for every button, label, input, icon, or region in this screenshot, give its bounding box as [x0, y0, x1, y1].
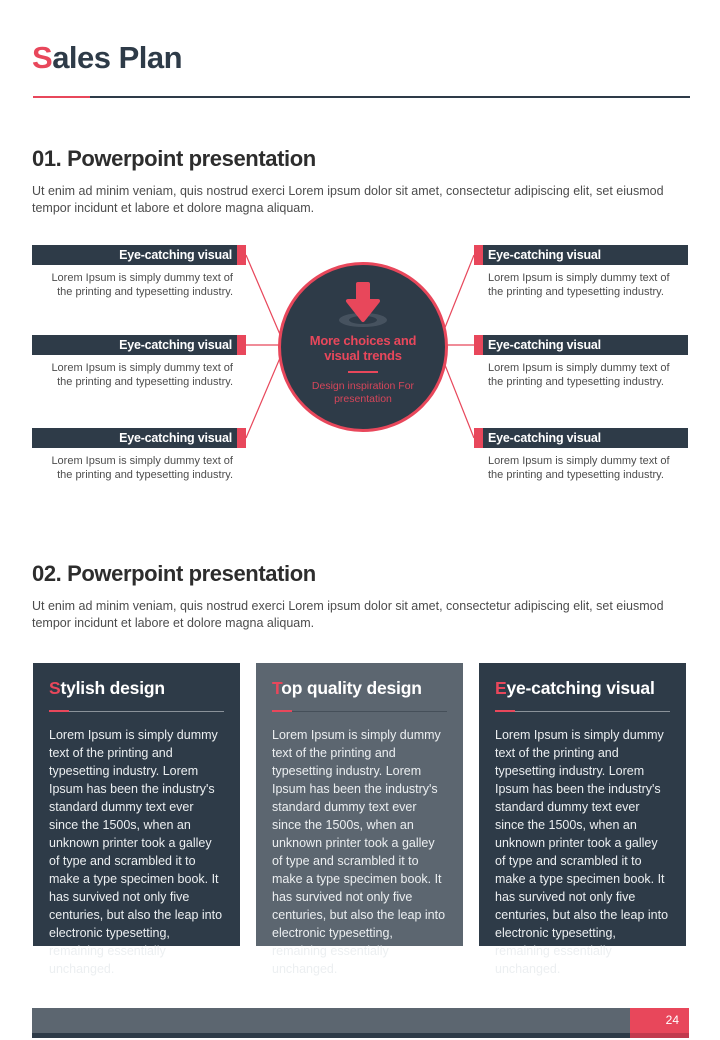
- diagram-item-label: Eye-catching visual: [488, 338, 601, 352]
- footer-bar-shadow: [32, 1033, 689, 1038]
- diagram-item-description: Lorem Ipsum is simply dummy text of the printing and typesetting industry.: [51, 455, 233, 481]
- card-title: [495, 678, 670, 699]
- diagram-item-label: Eye-catching visual: [119, 248, 232, 262]
- card-body: Lorem Ipsum is simply dummy text of the printing and typesetting industry. Lorem Ipsum has been the industry's standard dummy text ever since the 1500s, when an unknown printer took a galley of type and scrambled it to make a type specimen book. It has survived not only five centuries, but also the leap into electronic typesetting, remaining essentially unchanged.: [495, 728, 669, 976]
- section-1-heading: 01. Powerpoint presentation: [32, 146, 316, 171]
- diagram-item-bar: [474, 335, 688, 355]
- footer-bar-shadow-red: [630, 1033, 689, 1038]
- card-divider: [272, 710, 447, 712]
- card-stylish-design: [33, 663, 240, 976]
- diagram-item-right-bottom: [474, 428, 688, 482]
- diagram-center-circle: [278, 262, 448, 432]
- red-square-marker: [474, 335, 483, 355]
- card-title: [272, 678, 447, 699]
- card-top-quality-design: [256, 663, 463, 976]
- section-1-paragraph: Ut enim ad minim veniam, quis nostrud exerci Lorem ipsum dolor sit amet, consectetur adipiscing elit, set eiusmod tempor incidunt et labore et dolore magna aliquam.: [32, 184, 664, 215]
- diagram-item-bar: [474, 428, 688, 448]
- card-divider: [495, 710, 670, 712]
- circle-title: More choices and visual trends: [309, 333, 417, 363]
- diagram-item-bar: [474, 245, 688, 265]
- diagram-item-label: Eye-catching visual: [119, 338, 232, 352]
- card-title-rest: op quality design: [281, 678, 422, 698]
- diagram-item-bar: [32, 428, 246, 448]
- diagram-item-description: Lorem Ipsum is simply dummy text of the printing and typesetting industry.: [488, 455, 670, 481]
- card-body: Lorem Ipsum is simply dummy text of the printing and typesetting industry. Lorem Ipsum has been the industry's standard dummy text ever since the 1500s, when an unknown printer took a galley of type and scrambled it to make a type specimen book. It has survived not only five centuries, but also the leap into electronic typesetting, remaining essentially unchanged.: [272, 728, 446, 976]
- card-title-accent-letter: T: [272, 678, 282, 698]
- diagram-item-description: Lorem Ipsum is simply dummy text of the printing and typesetting industry.: [51, 272, 233, 298]
- diagram-item-description: Lorem Ipsum is simply dummy text of the printing and typesetting industry.: [488, 362, 670, 388]
- page-title: [32, 40, 182, 76]
- card-title-accent-letter: E: [495, 678, 507, 698]
- diagram-item-bar: [32, 245, 246, 265]
- diagram-item-right-top: [474, 245, 688, 299]
- card-body: Lorem Ipsum is simply dummy text of the printing and typesetting industry. Lorem Ipsum has been the industry's standard dummy text ever since the 1500s, when an unknown printer took a galley of type and scrambled it to make a type specimen book. It has survived not only five centuries, but also the leap into electronic typesetting, remaining essentially unchanged.: [49, 728, 223, 976]
- card-title-rest: ye-catching visual: [506, 678, 655, 698]
- diagram-item-description: Lorem Ipsum is simply dummy text of the printing and typesetting industry.: [51, 362, 233, 388]
- card-title-accent-letter: S: [49, 678, 61, 698]
- title-underline: [90, 96, 690, 98]
- page-title-accent-letter: S: [32, 40, 53, 75]
- diagram-item-left-middle: [32, 335, 246, 389]
- red-square-marker: [474, 245, 483, 265]
- card-title-rest: tylish design: [60, 678, 165, 698]
- red-square-marker: [237, 335, 246, 355]
- circle-subtitle: Design inspiration For presentation: [311, 380, 415, 405]
- diagram-item-description: Lorem Ipsum is simply dummy text of the printing and typesetting industry.: [488, 272, 670, 298]
- diagram-item-label: Eye-catching visual: [488, 248, 601, 262]
- card-divider: [49, 710, 224, 712]
- section-2-paragraph: Ut enim ad minim veniam, quis nostrud exerci Lorem ipsum dolor sit amet, consectetur adipiscing elit, set eiusmod tempor incidunt et labore et dolore magna aliquam.: [32, 599, 664, 630]
- page-number-badge: 24: [630, 1008, 689, 1033]
- diagram-item-left-top: [32, 245, 246, 299]
- diagram-item-bar: [32, 335, 246, 355]
- red-square-marker: [474, 428, 483, 448]
- red-square-marker: [237, 428, 246, 448]
- footer-bar: [32, 1008, 689, 1033]
- page-title-rest: ales Plan: [52, 40, 183, 75]
- card-eye-catching-visual: [479, 663, 686, 976]
- diagram-item-left-bottom: [32, 428, 246, 482]
- section-2-heading: 02. Powerpoint presentation: [32, 561, 316, 586]
- red-square-marker: [237, 245, 246, 265]
- circle-divider: [348, 371, 378, 373]
- card-title: [49, 678, 224, 699]
- arrow-down-ripple-icon: [331, 280, 395, 328]
- diagram-item-label: Eye-catching visual: [488, 431, 601, 445]
- diagram-item-label: Eye-catching visual: [119, 431, 232, 445]
- title-underline-accent: [33, 96, 90, 98]
- diagram-item-right-middle: [474, 335, 688, 389]
